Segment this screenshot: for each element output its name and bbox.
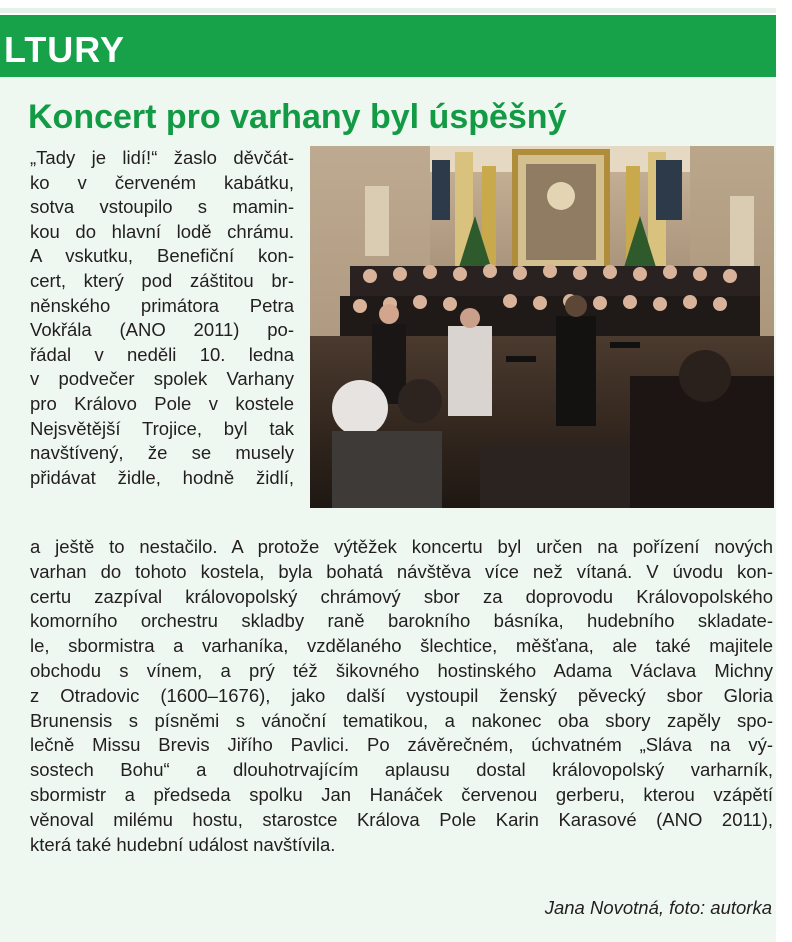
text-line: komorního orchestru skladby raně barokního básníka, hudebního skladate-: [30, 610, 773, 632]
text-line: pro Královo Pole v kostele: [30, 392, 294, 414]
text-line: „Tady je lidí!“ žaslo děvčát-: [30, 147, 294, 168]
text-line: Vokřála (ANO 2011) po-: [30, 319, 294, 341]
text-line: v podvečer spolek Varhany: [30, 368, 294, 390]
page-margin: [776, 0, 792, 942]
text-line: sotva vstoupilo s mamin-: [30, 196, 294, 218]
text-line: cert, který pod záštitou br-: [30, 269, 294, 291]
text-line: řádal v neděli 10. ledna: [30, 343, 294, 365]
text-line: věnoval milému hostu, starostce Králova Pole Karin Karasové (ANO 2011),: [30, 808, 773, 830]
text-line: něnského primátora Petra: [30, 294, 294, 316]
section-header: [0, 15, 776, 77]
text-line: sbormistr a předseda spolku Jan Hanáček červenou gerberu, kterou vzápětí: [30, 783, 773, 805]
text-line: z Otradovic (1600–1676), jako další vystoupil ženský pěvecký sbor Gloria: [30, 684, 773, 706]
article-body: [30, 535, 773, 857]
top-divider: [0, 8, 776, 13]
concert-photo: [310, 146, 774, 508]
text-line: a ještě to nestačilo. A protože výtěžek koncertu byl určen na pořízení nových: [30, 536, 773, 557]
text-line: lečně Missu Brevis Jiřího Pavlici. Po závěrečném, úchvatném „Sláva na vý-: [30, 734, 773, 756]
article-intro-column: [30, 146, 294, 490]
text-line: navštívený, že se musely: [30, 442, 294, 464]
text-line: sostech Bohu“ a dlouhotrvajícím aplausu dostal královopolský varharník,: [30, 759, 773, 781]
text-line: le, sbormistra a varhaníka, vzdělaného šlechtice, měšťana, ale také majitele: [30, 635, 773, 657]
text-line: obchodu s vínem, a prý též šikovného hostinského Adama Václava Michny: [30, 659, 773, 681]
text-line: kou do hlavní lodě chrámu.: [30, 220, 294, 242]
text-line: která také hudební událost navštívila.: [30, 833, 336, 855]
article-headline: Koncert pro varhany byl úspěšný: [28, 98, 567, 136]
text-line: Nejsvětější Trojice, byl tak: [30, 417, 294, 439]
section-title: LTURY: [4, 29, 125, 70]
concert-photo-illustration: [310, 146, 774, 508]
text-line: certu zazpíval královopolský chrámový sbor za doprovodu Královopolského: [30, 585, 773, 607]
text-line: přidávat židle, hodně židlí,: [30, 466, 294, 488]
text-line: varhan do tohoto kostela, byla bohatá návštěva více než vítaná. V úvodu kon-: [30, 560, 773, 582]
text-line: A vskutku, Benefiční kon-: [30, 245, 294, 267]
article-byline: Jana Novotná, foto: autorka: [544, 897, 772, 918]
text-line: ko v červeném kabátku,: [30, 171, 294, 193]
text-line: Brunensis s písněmi s vánoční tematikou, a nakonec oba sbory zapěly spo-: [30, 709, 773, 731]
